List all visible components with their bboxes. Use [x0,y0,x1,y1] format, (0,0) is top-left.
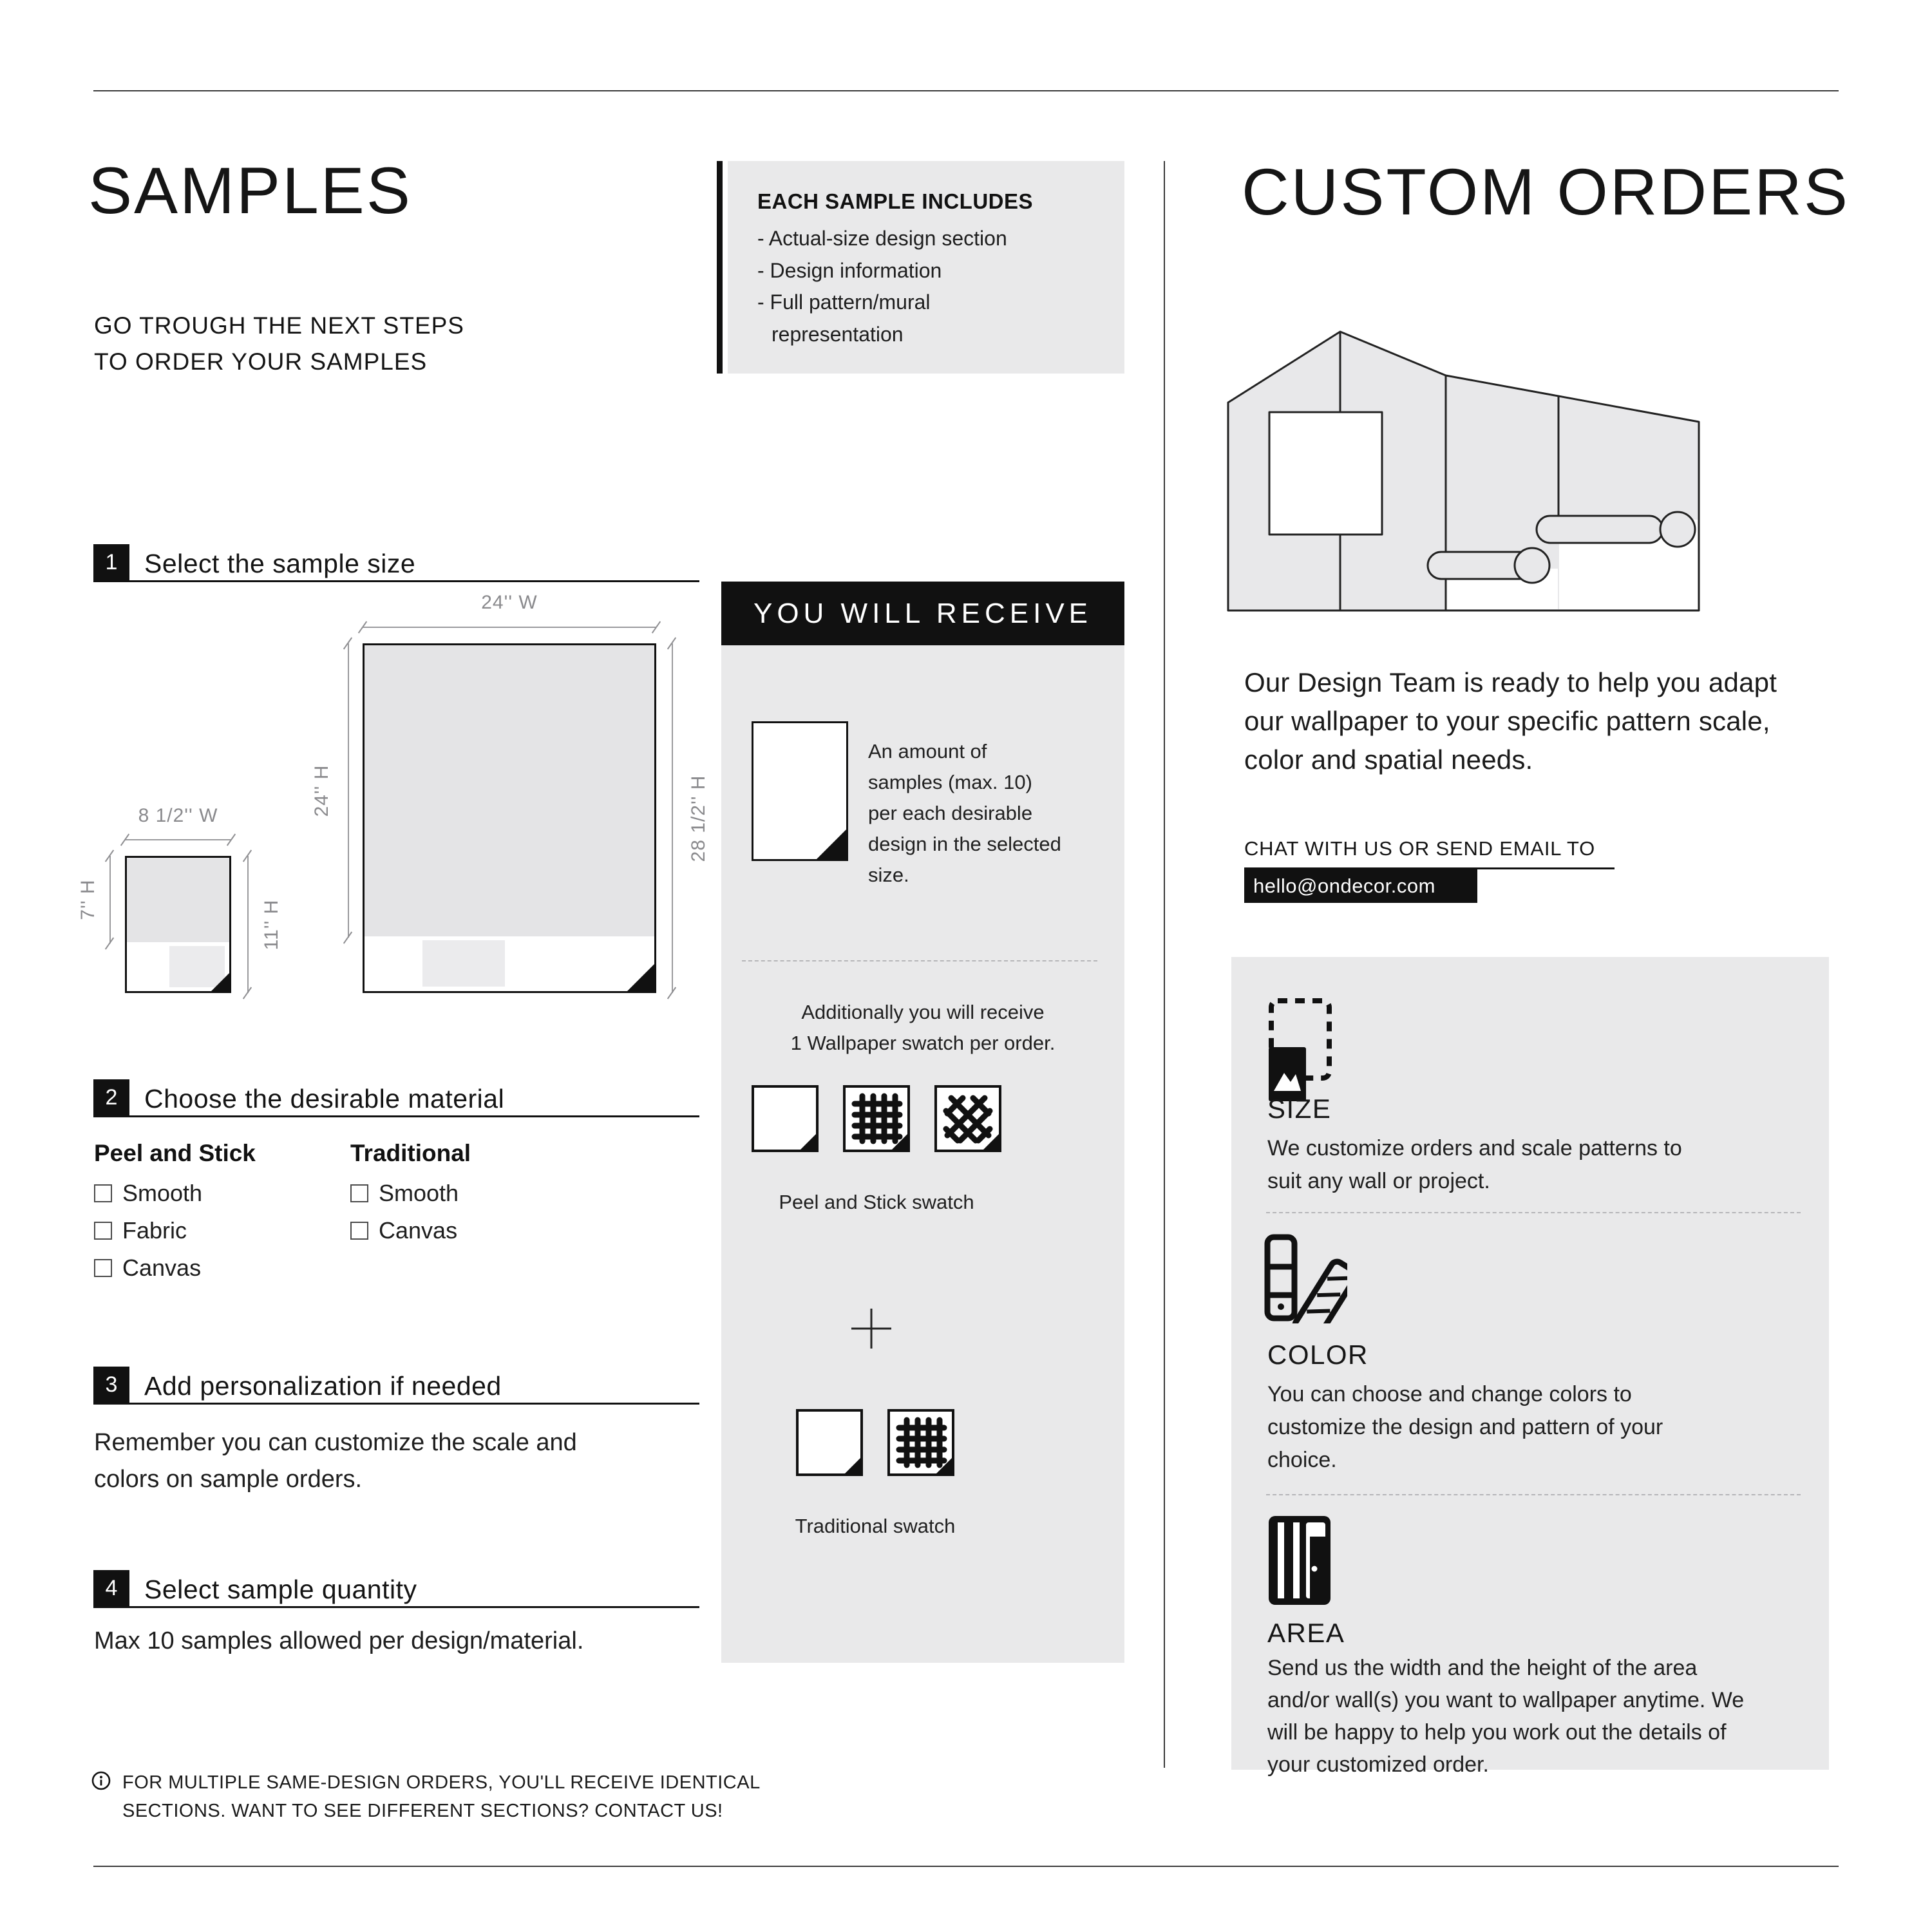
checkbox-trad-smooth[interactable] [350,1184,368,1202]
peel-option-canvas-label: Canvas [122,1255,202,1281]
large-sheet-width-dimline [363,627,656,628]
includes-accent-bar [717,161,723,374]
peel-option-fabric [94,1217,187,1244]
house-wallpaper-illustration [1227,325,1700,615]
step1-title: Select the sample size [144,549,416,578]
small-sample-sheet [125,856,231,993]
samples-intro [94,308,464,379]
large-sample-sheet [363,643,656,993]
peel-and-stick-heading: Peel and Stick [94,1140,256,1166]
size-icon [1267,997,1333,1103]
bottom-rule [93,1866,1839,1867]
includes-box [728,161,1124,374]
trad-option-canvas [350,1217,457,1244]
receive-header: YOU WILL RECEIVE [721,582,1124,645]
includes-item2: - Design information [757,258,942,282]
plus-icon [849,1306,894,1351]
step3-body: Remember you can customize the scale and colors on sample orders. [94,1429,577,1493]
step4-body: Max 10 samples allowed per design/material. [94,1627,584,1654]
area-icon [1267,1515,1332,1606]
step3-underline [93,1403,699,1405]
area-body: Send us the width and the height of the area and/or wall(s) you want to wallpaper anytime. We will be happy to help you work out the details of your customized order. [1267,1656,1745,1777]
step4-underline [93,1606,699,1608]
trad-option-smooth [350,1180,459,1207]
step4-badge: 4 [93,1570,129,1606]
peel-option-fabric-label: Fabric [122,1217,187,1244]
footnote-line2: SECTIONS. WANT TO SEE DIFFERENT SECTIONS? CONTACT US! [122,1800,723,1821]
swatch-grid-icon [843,1085,910,1152]
size-heading: SIZE [1267,1094,1332,1124]
top-rule [93,90,1839,91]
footnote-line1: FOR MULTIPLE SAME-DESIGN ORDERS, YOU'LL RECEIVE IDENTICAL [122,1772,761,1793]
swatch-blank2-icon [796,1409,863,1476]
includes-title: EACH SAMPLE INCLUDES [757,189,1034,213]
swatch-blank-icon [752,1085,819,1152]
large-sheet-width-label: 24'' W [481,592,538,613]
step3-badge: 3 [93,1367,129,1403]
samples-intro-line2: TO ORDER YOUR SAMPLES [94,348,428,375]
info-icon [90,1769,112,1791]
small-sheet-left-dimline [109,856,111,943]
peel-option-canvas [94,1255,201,1282]
small-sheet-left-height-label: 7'' H [77,879,99,920]
peel-option-smooth-label: Smooth [122,1180,203,1206]
checkbox-peel-canvas[interactable] [94,1259,112,1277]
large-sheet-right-dimline [672,643,673,993]
traditional-heading: Traditional [350,1140,471,1166]
includes-item3: - Full pattern/mural [757,290,931,314]
footnote [90,1769,761,1825]
step3-title: Add personalization if needed [144,1371,502,1401]
receive-dashed-divider [742,960,1097,961]
small-sheet-right-dimline [247,856,249,993]
color-heading: COLOR [1267,1340,1368,1370]
custom-paragraph: Our Design Team is ready to help you adapt our wallpaper to your specific pattern scale, color and spatial needs. [1244,667,1777,775]
color-icon [1264,1233,1347,1323]
small-sheet-width-label: 8 1/2'' W [138,805,218,826]
checkbox-peel-smooth[interactable] [94,1184,112,1202]
receive-additionally-line2: 1 Wallpaper swatch per order. [790,1032,1056,1055]
receive-item1-text: An amount of samples (max. 10) per each desirable design in the selected size. [868,740,1061,887]
includes-item3-cont: representation [772,322,904,346]
trad-swatch-label: Traditional swatch [795,1515,956,1537]
samples-title: SAMPLES [88,154,412,227]
column-divider [1164,161,1165,1768]
swatch-crosshatch-icon [934,1085,1001,1152]
size-divider [1266,1212,1801,1213]
peel-swatch-label: Peel and Stick swatch [779,1191,974,1213]
step2-title: Choose the desirable material [144,1084,505,1113]
checkbox-trad-canvas[interactable] [350,1222,368,1240]
area-heading: AREA [1267,1618,1345,1648]
step2-underline [93,1115,699,1117]
trad-option-smooth-label: Smooth [379,1180,459,1206]
step1-badge: 1 [93,544,129,580]
includes-item1: - Actual-size design section [757,227,1007,250]
receive-additionally [741,997,1105,1059]
swatch-grid2-icon [887,1409,954,1476]
samples-intro-line1: GO TROUGH THE NEXT STEPS [94,312,464,339]
footnote-text [122,1769,761,1825]
size-body: We customize orders and scale patterns to suit any wall or project. [1267,1136,1682,1193]
step2-badge: 2 [93,1079,129,1115]
sample-page-icon [752,721,848,861]
color-divider [1266,1494,1801,1495]
custom-orders-title: CUSTOM ORDERS [1242,155,1850,229]
chat-label: CHAT WITH US OR SEND EMAIL TO [1244,837,1596,860]
step1-underline [93,580,699,582]
large-sheet-left-dimline [348,643,349,938]
large-sheet-right-height-label: 28 1/2'' H [688,775,709,862]
checkbox-peel-fabric[interactable] [94,1222,112,1240]
step4-title: Select sample quantity [144,1575,417,1604]
peel-option-smooth [94,1180,202,1207]
color-body: You can choose and change colors to customize the design and pattern of your choice. [1267,1382,1663,1472]
small-sheet-width-dimline [125,839,231,840]
email-badge[interactable]: hello@ondecor.com [1244,869,1477,903]
trad-option-canvas-label: Canvas [379,1217,458,1244]
large-sheet-left-height-label: 24'' H [311,764,332,817]
receive-additionally-line1: Additionally you will receive [801,1001,1045,1023]
small-sheet-right-height-label: 11'' H [261,899,282,951]
